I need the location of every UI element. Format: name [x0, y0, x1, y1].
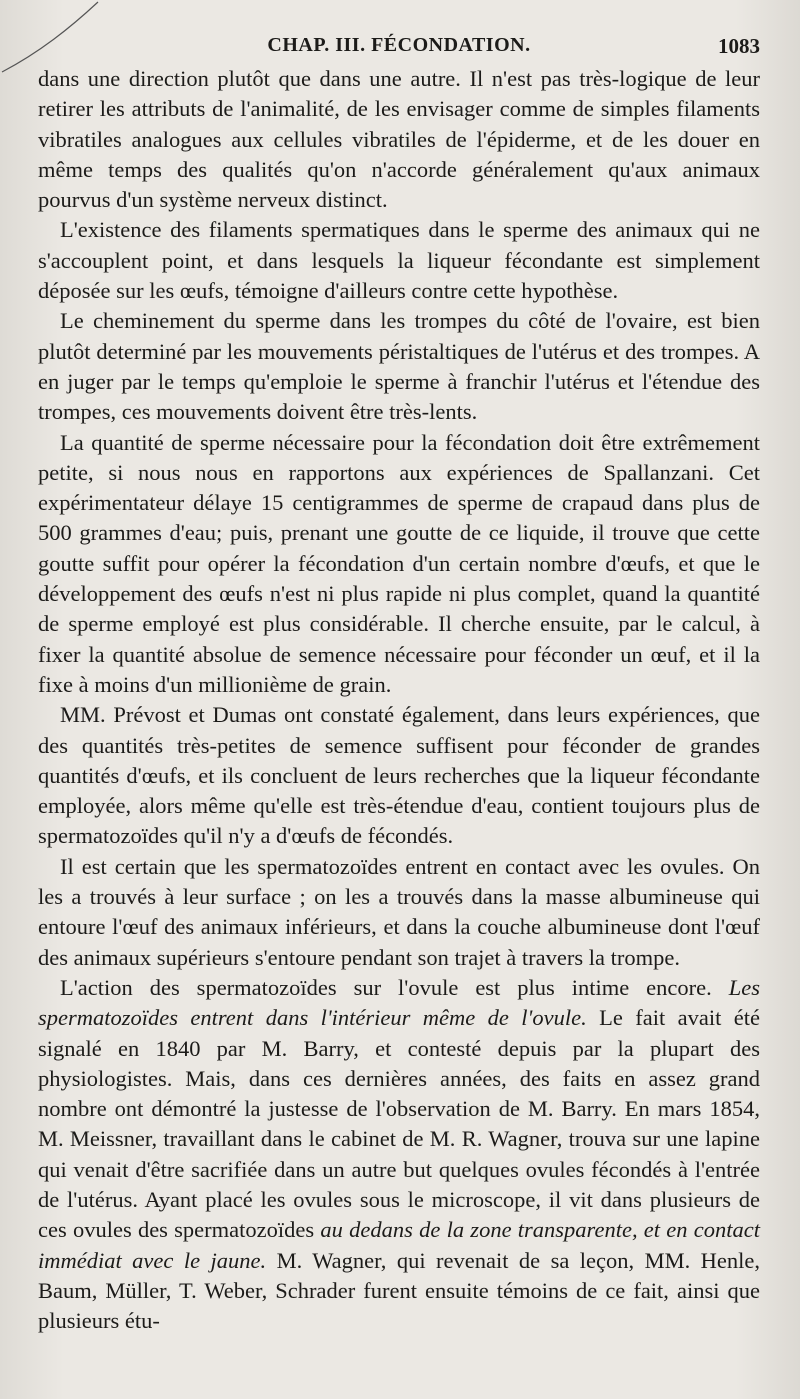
paragraph: [38, 852, 760, 973]
text-run: L'existence des filaments spermatiques dans le sperme des animaux qui ne s'accouplent point, et dans lesquels la liqueur fécondante est simplement déposée sur les œufs, témoigne d'ailleurs contre cette hypothèse.: [38, 217, 760, 304]
text-run: Il est certain que les spermatozoïdes entrent en contact avec les ovules. On les a trouvés à leur surface ; on les a trouvés dans la masse albumineuse qui entoure l'œuf des animaux inférieurs, et dans la couche albumineuse dont l'œuf des animaux supérieurs s'entoure pendant son trajet à travers la trompe.: [38, 853, 760, 970]
paragraph: [38, 973, 760, 1337]
text-run: MM. Prévost et Dumas ont constaté également, dans leurs expériences, que des quantités très-petites de semence suffisent pour féconder de grandes quantités d'œufs, et ils concluent de leurs recherches que la liqueur fécondante employée, alors même qu'elle est très-étendue d'eau, contient toujours plus de spermatozoïdes qu'il n'y a d'œufs de fécondés.: [38, 702, 760, 849]
italic-text: au dedans de la zone transparente, et en contact immédiat avec le jaune.: [38, 1217, 760, 1273]
running-title: CHAP. III. FÉCONDATION.: [267, 34, 531, 56]
paragraph: [38, 64, 760, 215]
body-text: [38, 64, 760, 1336]
paragraph: [38, 428, 760, 701]
text-run: Le cheminement du sperme dans les trompes du côté de l'ovaire, est bien plutôt determiné par les mouvements péristaltiques de l'utérus et des trompes. A en juger par le temps qu'emploie le sperme à franchir l'utérus et l'étendue des trompes, ces mouvements doivent être très-lents.: [38, 308, 760, 425]
page-number: 1083: [718, 34, 760, 58]
text-run: dans une direction plutôt que dans une autre. Il n'est pas très-logique de leur retirer les attributs de l'animalité, de les envisager comme de simples filaments vibratiles analogues aux cellules vibratiles de l'épiderme, et de les douer en même temps des qualités qu'on n'accorde généralement qu'aux animaux pourvus d'un système nerveux distinct.: [38, 66, 760, 213]
text-run: M. Wagner, qui revenait de sa leçon, MM. Henle, Baum, Müller, T. Weber, Schrader furent ensuite témoins de ce fait, ainsi que plusieurs étu-: [38, 1247, 760, 1334]
text-run: L'action des spermatozoïdes sur l'ovule est plus intime encore.: [60, 974, 729, 1000]
page-header: [38, 30, 760, 64]
text-run: La quantité de sperme nécessaire pour la fécondation doit être extrêmement petite, si nous nous en rapportons aux expériences de Spallanzani. Cet expérimentateur délaye 15 centigrammes de sperme de crapaud dans plus de 500 grammes d'eau; puis, prenant une goutte de ce liquide, il trouve que cette goutte suffit pour opérer la fécondation d'un certain nombre d'œufs, et que le développement des œufs n'est ni plus rapide ni plus complet, quand la quantité de sperme employé est plus considérable. Il cherche ensuite, par le calcul, à fixer la quantité absolue de semence nécessaire pour féconder un œuf, et il la fixe à moins d'un millionième de grain.: [38, 429, 760, 697]
paragraph: [38, 306, 760, 427]
italic-text: Les spermatozoïdes entrent dans l'intérieur même de l'ovule.: [38, 974, 760, 1031]
text-run: Le fait avait été signalé en 1840 par M. Barry, et contesté depuis par la plupart des physiologistes. Mais, dans ces dernières années, des faits en assez grand nombre ont démontré la justesse de l'observation de M. Barry. En mars 1854, M. Meissner, travaillant dans le cabinet de M. R. Wagner, trouva sur une lapine qui venait d'être sacrifiée dans un autre but quelques ovules fécondés à l'entrée de l'utérus. Ayant placé les ovules sous le microscope, il vit dans plusieurs de ces ovules des spermatozoïdes: [38, 1005, 760, 1243]
paragraph: [38, 700, 760, 851]
paragraph: [38, 215, 760, 306]
